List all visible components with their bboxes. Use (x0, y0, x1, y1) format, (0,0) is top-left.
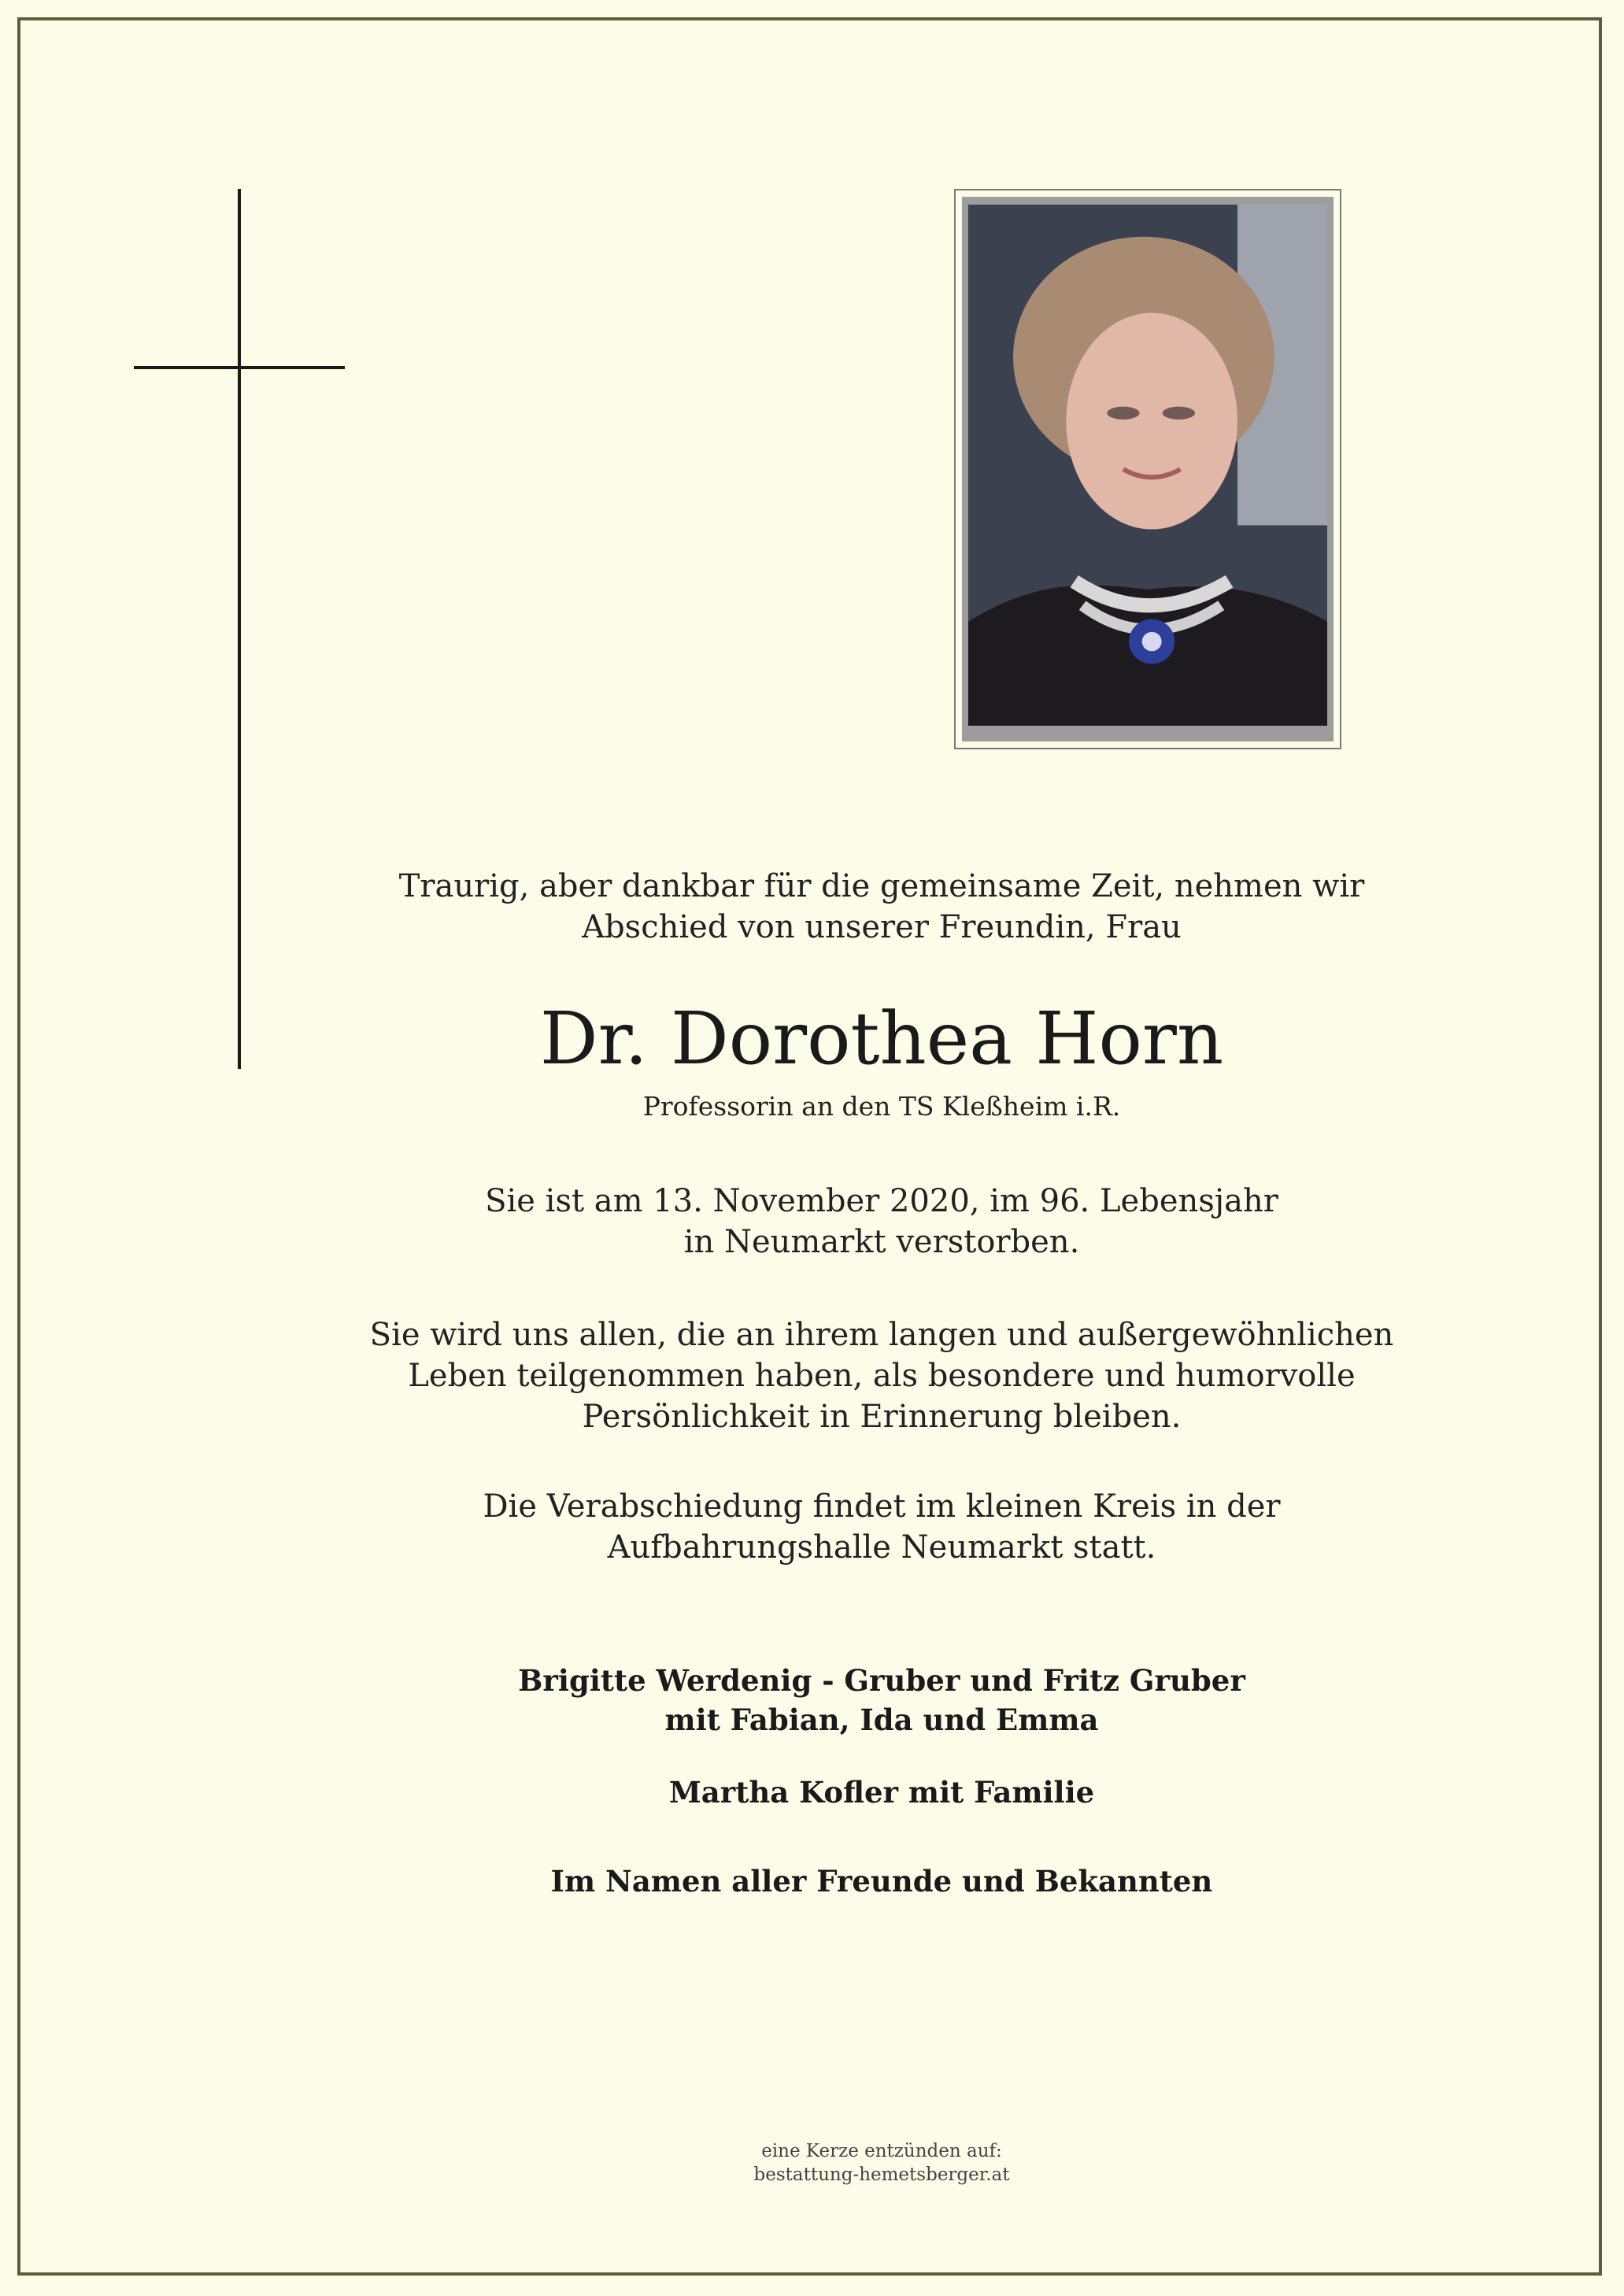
farewell-line-1: Die Verabschiedung findet im kleinen Kreis in der (483, 1488, 1281, 1525)
mourner-group-2 (354, 1773, 1409, 1812)
portrait-photo-mat (962, 197, 1334, 741)
intro-line-2: Abschied von unserer Freundin, Frau (582, 909, 1182, 945)
intro-line-1: Traurig, aber dankbar für die gemeinsame Zeit, nehmen wir (398, 868, 1365, 904)
death-notice-line-1: Sie ist am 13. November 2020, im 96. Lebensjahr (485, 1183, 1278, 1219)
deceased-name: Dr. Dorothea Horn (539, 996, 1224, 1081)
memory-text (354, 1314, 1409, 1437)
farewell-text (354, 1486, 1409, 1568)
portrait-photo-frame (954, 189, 1341, 749)
intro-text (354, 866, 1409, 948)
farewell-line-2: Aufbahrungshalle Neumarkt statt. (607, 1529, 1156, 1566)
memory-line-3: Persönlichkeit in Erinnerung bleiben. (582, 1399, 1182, 1435)
page-border (17, 17, 1602, 2276)
candle-link-footer (354, 2139, 1409, 2187)
memory-line-2: Leben teilgenommen haben, als besondere und humorvolle (408, 1358, 1356, 1394)
cross-vertical-beam (238, 189, 241, 1069)
mourner-group-2-line-1: Martha Kofler mit Familie (668, 1775, 1095, 1810)
mourner-group-3 (354, 1862, 1409, 1901)
death-notice-line-2: in Neumarkt verstorben. (683, 1224, 1080, 1260)
portrait-photo (968, 205, 1327, 726)
mourner-group-1-line-1: Brigitte Werdenig - Gruber und Fritz Gruber (518, 1663, 1245, 1698)
mourner-group-1 (354, 1661, 1409, 1740)
mourner-group-1-line-2: mit Fabian, Ida und Emma (664, 1703, 1099, 1737)
candle-link-label: eine Kerze entzünden auf: (761, 2141, 1002, 2161)
cross-horizontal-beam (134, 366, 345, 369)
candle-link-website[interactable]: bestattung-hemetsberger.at (753, 2165, 1010, 2185)
mourner-group-3-line-1: Im Namen aller Freunde und Bekannten (550, 1864, 1213, 1899)
death-notice (354, 1181, 1409, 1263)
memory-line-1: Sie wird uns allen, die an ihrem langen und außergewöhnlichen (369, 1317, 1394, 1353)
deceased-title: Professorin an den TS Kleßheim i.R. (642, 1091, 1121, 1122)
